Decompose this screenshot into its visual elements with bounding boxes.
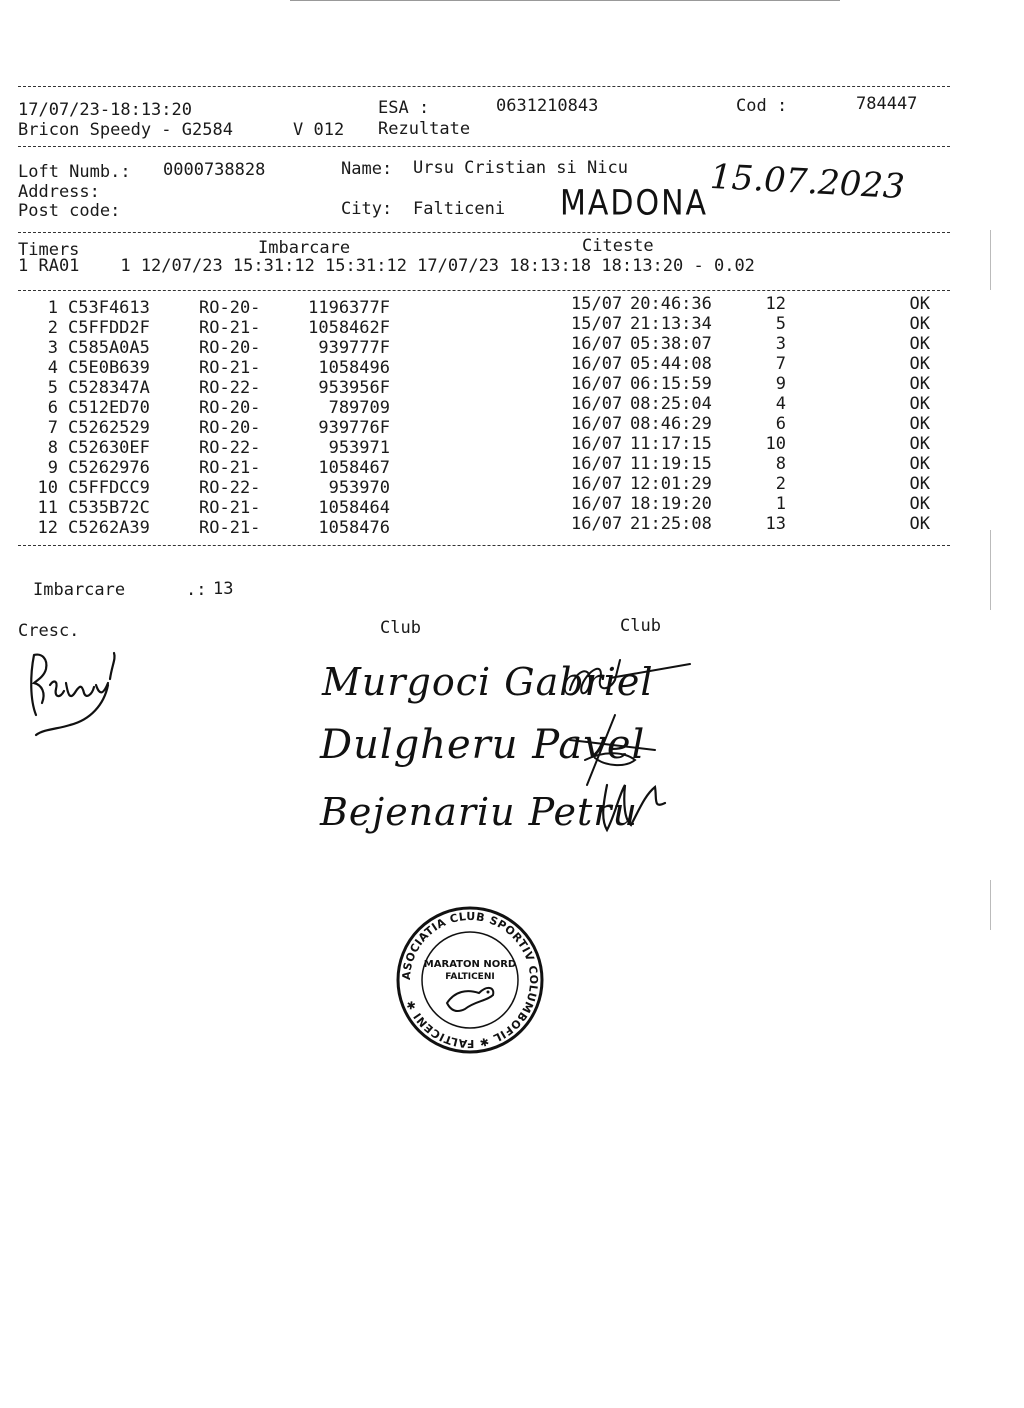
- club-stamp: [395, 905, 545, 1055]
- cresc-label: Cresc.: [18, 621, 80, 641]
- cell-ring: 1058476: [318, 518, 390, 538]
- cell-date: 16/07: [571, 434, 623, 454]
- cell-date: 16/07: [571, 394, 623, 414]
- cell-status: OK: [909, 434, 930, 454]
- citeste-header: Citeste: [582, 236, 654, 256]
- cell-ring: 939777F: [318, 338, 390, 358]
- imbarcare-summary-label: Imbarcare: [33, 580, 126, 600]
- scan-top-edge: [290, 0, 840, 1]
- club-label-1: Club: [380, 618, 421, 638]
- scan-margin-mark: [990, 880, 991, 930]
- cell-n: 9: [47, 458, 58, 478]
- cell-status: OK: [909, 454, 930, 474]
- cell-rank: 8: [775, 454, 786, 474]
- report-mode: Rezultate: [378, 119, 471, 139]
- cell-status: OK: [909, 374, 930, 394]
- report-datetime: 17/07/23-18:13:20: [18, 100, 192, 120]
- svg-text:ASOCIATIA CLUB SPORTIV COLUMBO: ASOCIATIA CLUB SPORTIV COLUMBOFIL ✱ FALTICENI ✱: [399, 909, 541, 1051]
- cell-rank: 1: [775, 494, 786, 514]
- imbarcare-summary-sep: .:: [186, 580, 207, 600]
- cell-ring: 789709: [328, 398, 390, 418]
- cell-ring-prefix: RO-22-: [199, 378, 261, 398]
- cell-chip: C5262529: [68, 418, 150, 438]
- cell-time: 12:01:29: [630, 474, 712, 494]
- cell-n: 6: [47, 398, 58, 418]
- cell-time: 05:38:07: [630, 334, 712, 354]
- imbarcare-summary-value: 13: [213, 579, 234, 599]
- cell-date: 16/07: [571, 334, 623, 354]
- cell-chip: C5262976: [68, 458, 150, 478]
- cell-ring-prefix: RO-21-: [199, 458, 261, 478]
- cell-time: 21:25:08: [630, 514, 712, 534]
- cell-rank: 13: [765, 514, 786, 534]
- cell-ring-prefix: RO-21-: [199, 358, 261, 378]
- svg-text:MARATON NORD: MARATON NORD: [423, 959, 517, 970]
- cell-ring: 1058464: [318, 498, 390, 518]
- cod-value: 784447: [856, 94, 918, 114]
- separator: [18, 545, 950, 546]
- handwritten-release-place: MADONA: [560, 183, 709, 224]
- cell-status: OK: [909, 354, 930, 374]
- club-member-scribble-3: [595, 775, 675, 835]
- cell-chip: C535B72C: [68, 498, 150, 518]
- separator: [18, 232, 950, 233]
- cell-ring-prefix: RO-21-: [199, 318, 261, 338]
- cell-n: 8: [47, 438, 58, 458]
- imbarcare-header: Imbarcare: [258, 238, 351, 258]
- cell-ring-prefix: RO-21-: [199, 518, 261, 538]
- cell-n: 12: [37, 518, 58, 538]
- cell-time: 18:19:20: [630, 494, 712, 514]
- cell-time: 11:17:15: [630, 434, 712, 454]
- cell-status: OK: [909, 514, 930, 534]
- cell-ring-prefix: RO-20-: [199, 398, 261, 418]
- cell-chip: C5E0B639: [68, 358, 150, 378]
- cell-chip: C585A0A5: [68, 338, 150, 358]
- club-member-scribble-1: [560, 650, 700, 710]
- cell-rank: 9: [775, 374, 786, 394]
- cell-ring: 939776F: [318, 418, 390, 438]
- cell-n: 11: [37, 498, 58, 518]
- cell-date: 16/07: [571, 414, 623, 434]
- cell-date: 16/07: [571, 514, 623, 534]
- esa-label: ESA :: [378, 98, 430, 118]
- cell-rank: 5: [775, 314, 786, 334]
- cell-n: 5: [47, 378, 58, 398]
- cell-date: 16/07: [571, 494, 623, 514]
- cell-time: 11:19:15: [630, 454, 712, 474]
- owner-name: Ursu Cristian si Nicu: [413, 158, 628, 178]
- scan-margin-mark: [990, 530, 991, 610]
- separator: [18, 290, 950, 291]
- name-label: Name:: [341, 159, 393, 179]
- handwritten-release-date: 15.07.2023: [709, 156, 906, 208]
- separator: [18, 86, 950, 87]
- cell-time: 08:46:29: [630, 414, 712, 434]
- cell-ring-prefix: RO-20-: [199, 418, 261, 438]
- cell-ring: 1196377F: [308, 298, 390, 318]
- breeder-signature: [20, 645, 130, 740]
- cell-ring: 953971: [328, 438, 390, 458]
- cell-status: OK: [909, 294, 930, 314]
- cell-rank: 7: [775, 354, 786, 374]
- cell-date: 16/07: [571, 354, 623, 374]
- cell-ring: 953970: [328, 478, 390, 498]
- cell-chip: C52630EF: [68, 438, 150, 458]
- club-label-2: Club: [620, 616, 661, 636]
- club-member-signature-2: Dulgheru Pavel: [320, 722, 646, 768]
- cell-ring: 1058496: [318, 358, 390, 378]
- cell-chip: C512ED70: [68, 398, 150, 418]
- cell-date: 16/07: [571, 454, 623, 474]
- cod-label: Cod :: [736, 96, 788, 116]
- club-member-signature-3: Bejenariu Petru: [320, 790, 638, 834]
- city-value: Falticeni: [413, 199, 506, 219]
- cell-time: 21:13:34: [630, 314, 712, 334]
- cell-rank: 2: [775, 474, 786, 494]
- cell-time: 08:25:04: [630, 394, 712, 414]
- cell-time: 05:44:08: [630, 354, 712, 374]
- city-label: City:: [341, 199, 393, 219]
- cell-n: 4: [47, 358, 58, 378]
- cell-status: OK: [909, 314, 930, 334]
- cell-chip: C53F4613: [68, 298, 150, 318]
- cell-n: 3: [47, 338, 58, 358]
- cell-ring-prefix: RO-20-: [199, 338, 261, 358]
- cell-status: OK: [909, 334, 930, 354]
- cell-date: 15/07: [571, 294, 623, 314]
- cell-ring-prefix: RO-22-: [199, 478, 261, 498]
- cell-rank: 6: [775, 414, 786, 434]
- cell-status: OK: [909, 394, 930, 414]
- cell-ring-prefix: RO-21-: [199, 498, 261, 518]
- esa-value: 0631210843: [496, 96, 599, 116]
- loft-label: Loft Numb.:: [18, 162, 131, 182]
- cell-n: 2: [47, 318, 58, 338]
- cell-chip: C5FFDD2F: [68, 318, 150, 338]
- cell-chip: C528347A: [68, 378, 150, 398]
- cell-chip: C5FFDCC9: [68, 478, 150, 498]
- cell-ring: 1058462F: [308, 318, 390, 338]
- device-version: V 012: [293, 120, 345, 140]
- postcode-label: Post code:: [18, 201, 121, 221]
- cell-date: 16/07: [571, 474, 623, 494]
- cell-rank: 12: [765, 294, 786, 314]
- cell-rank: 3: [775, 334, 786, 354]
- cell-rank: 4: [775, 394, 786, 414]
- cell-rank: 10: [765, 434, 786, 454]
- cell-chip: C5262A39: [68, 518, 150, 538]
- cell-n: 10: [37, 478, 58, 498]
- timers-header: Timers: [18, 240, 80, 260]
- cell-status: OK: [909, 494, 930, 514]
- cell-time: 06:15:59: [630, 374, 712, 394]
- scan-margin-mark: [990, 230, 991, 290]
- separator: [18, 146, 950, 147]
- cell-status: OK: [909, 414, 930, 434]
- svg-text:FALTICENI: FALTICENI: [445, 972, 495, 982]
- loft-number: 0000738828: [163, 160, 266, 180]
- address-label: Address:: [18, 182, 100, 202]
- device-name: Bricon Speedy - G2584: [18, 120, 233, 140]
- cell-status: OK: [909, 474, 930, 494]
- cell-ring-prefix: RO-20-: [199, 298, 261, 318]
- cell-ring: 953956F: [318, 378, 390, 398]
- cell-ring: 1058467: [318, 458, 390, 478]
- cell-ring-prefix: RO-22-: [199, 438, 261, 458]
- cell-date: 16/07: [571, 374, 623, 394]
- timer-line: 1 RA01 1 12/07/23 15:31:12 15:31:12 17/07/23 18:13:18 18:13:20 - 0.02: [18, 256, 755, 276]
- cell-n: 1: [47, 298, 58, 318]
- cell-n: 7: [47, 418, 58, 438]
- cell-date: 15/07: [571, 314, 623, 334]
- cell-time: 20:46:36: [630, 294, 712, 314]
- club-member-signature-1: Murgoci Gabriel: [322, 660, 654, 704]
